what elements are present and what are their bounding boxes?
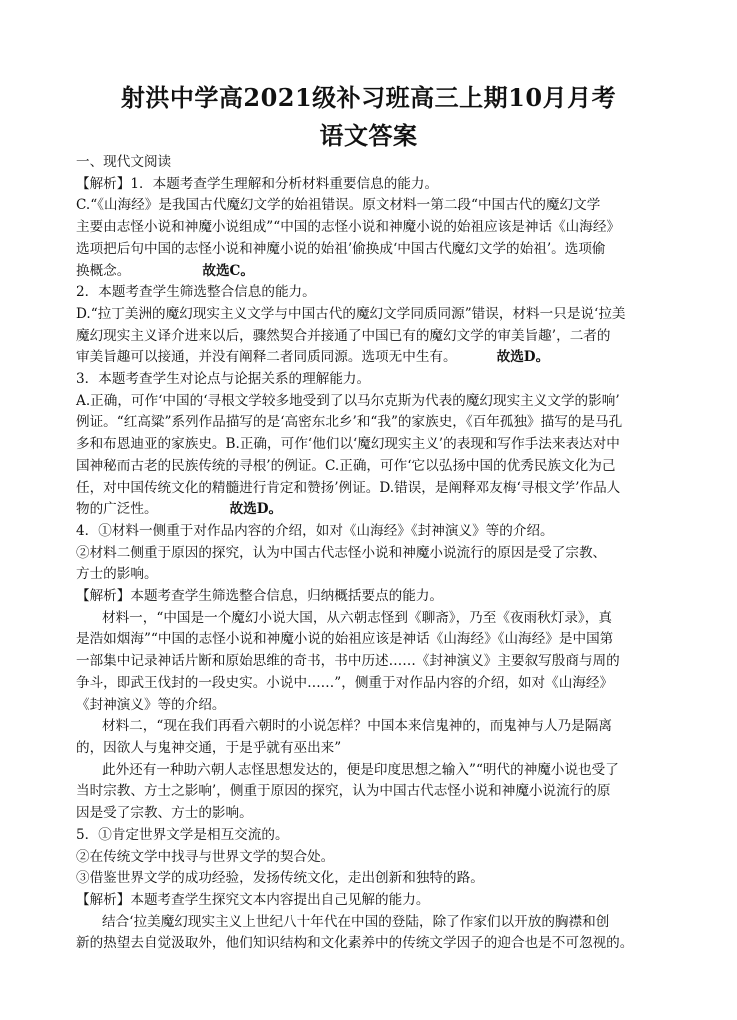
text-line: ②材料二侧重于原因的探究，认为中国古代志怪小说和神魔小说流行的原因是受了宗教、: [76, 544, 607, 561]
document-title: 射洪中学高2021级补习班高三上期10月月考: [120, 83, 617, 112]
text-line: 《封神演义》等的介绍。: [76, 696, 226, 713]
text-line: 此外还有一种助六朝人志怪思想发达的，便是印度思想之输入”“明代的神魔小说也受了: [102, 761, 619, 778]
answer-choice: 故选D。: [496, 349, 550, 366]
text-fragment: 换概念。: [76, 262, 131, 279]
text-line: 魔幻现实主义译介进来以后，骤然契合并接通了中国已有的魔幻文学的审美旨趣’，二者的: [76, 327, 611, 344]
text-line: 新的热望去自觉汲取外，他们知识结构和文化素养中的传统文学因子的迎合也是不可忽视的。: [76, 935, 634, 952]
question-line: 3．本题考查学生对论点与论据关系的理解能力。: [76, 371, 371, 388]
text-line: 多和布恩迪亚的家族史。B.正确，可作‘他们以‘魔幻现实主义’的表现和写作手法来表达对中: [76, 436, 620, 453]
text-line: [76, 261, 676, 283]
text-line: [76, 347, 676, 369]
analysis-line: 【解析】1．本题考查学生理解和分析材料重要信息的能力。: [76, 175, 439, 192]
question-line: 4．①材料一侧重于对作品内容的介绍，如对《山海经》《封神演义》等的介绍。: [76, 522, 554, 539]
text-line: 结合‘拉美魔幻现实主义上世纪八十年代在中国的登陆，除了作家们以开放的胸襟和创: [102, 913, 610, 930]
text-line: [76, 499, 676, 521]
answer-choice: 故选D。: [229, 501, 283, 518]
text-line: 当时宗教、方士之影响’，侧重于原因的探究，认为中国古代志怪小说和神魔小说流行的原: [76, 783, 611, 800]
text-line: 一部集中记录神话片断和原始思维的奇书，书中历述……《封神演义》主要叙写殷商与周的: [76, 653, 620, 670]
text-line: ③借鉴世界文学的成功经验，发扬传统文化，走出创新和独特的路。: [76, 870, 484, 887]
section-heading: 一、现代文阅读: [76, 154, 172, 170]
text-line: A.正确，可作‘中国的‘寻根文学较多地受到了以马尔克斯为代表的魔幻现实主义文学的影响’: [76, 392, 620, 409]
answer-body: [76, 152, 676, 955]
text-line: 主要由志怪小说和神魔小说组成”“中国的志怪小说和神魔小说的始祖应该是神话《山海经》: [76, 219, 621, 236]
text-line: C.“《山海经》是我国古代魔幻文学的始祖错误。原文材料一第二段“中国古代的魔幻文学: [76, 197, 601, 214]
text-fragment: 审美旨趣可以接通，并没有阐释二者同质同源。选项无中生有。: [76, 349, 457, 366]
document-subtitle: 语文答案: [319, 121, 418, 150]
text-line: 例证。“红高粱”系列作品描写的是‘高密东北乡’和“我”的家族史，《百年孤独》描写的是马孔: [76, 414, 623, 431]
text-line: 的，因欲人与鬼神交通，于是乎就有巫出来”: [76, 739, 342, 756]
answer-choice: 故选C。: [202, 262, 254, 279]
analysis-line: 【解析】本题考查学生探究文本内容提出自己见解的能力。: [76, 891, 430, 908]
text-line: 争斗，即武王伐封的一段史实。小说中……”，侧重于对作品内容的介绍，如对《山海经》: [76, 674, 614, 691]
text-line: 是浩如烟海”“中国的志怪小说和神魔小说的始祖应该是神话《山海经》《山海经》是中国第: [76, 631, 614, 648]
text-fragment: 物的广泛性。: [76, 501, 158, 518]
text-line: D.“拉丁美洲的魔幻现实主义文学与中国古代的魔幻文学同质同源”错误，材料一只是说‘拉美: [76, 305, 626, 322]
text-line: ②在传统文学中找寻与世界文学的契合处。: [76, 848, 335, 865]
text-line: 任，对中国传统文化的精髓进行肯定和赞扬’例证。D.错误，是阐释邓友梅‘寻根文学’作品人: [76, 479, 621, 496]
text-line: 因是受了宗教、方士的影响。: [76, 805, 253, 822]
text-line: 国神秘而古老的民族传统的寻根’的例证。C.正确，可作‘它以弘扬中国的优秀民族文化为己: [76, 457, 616, 474]
text-line: 方士的影响。: [76, 566, 158, 583]
question-line: 5．①肯定世界文学是相互交流的。: [76, 826, 289, 843]
text-line: 材料二，“现在我们再看六朝时的小说怎样？中国本来信鬼神的，而鬼神与人乃是隔离: [102, 718, 612, 735]
analysis-line: 【解析】本题考查学生筛选整合信息，归纳概括要点的能力。: [76, 588, 444, 605]
text-line: 选项把后句中国的志怪小说和神魔小说的始祖’偷换成‘中国古代魔幻文学的始祖’。选项偷: [76, 240, 606, 257]
question-line: 2．本题考查学生筛选整合信息的能力。: [76, 284, 316, 301]
text-line: 材料一，“中国是一个魔幻小说大国，从六朝志怪到《聊斋》，乃至《夜雨秋灯录》，真: [102, 609, 612, 626]
